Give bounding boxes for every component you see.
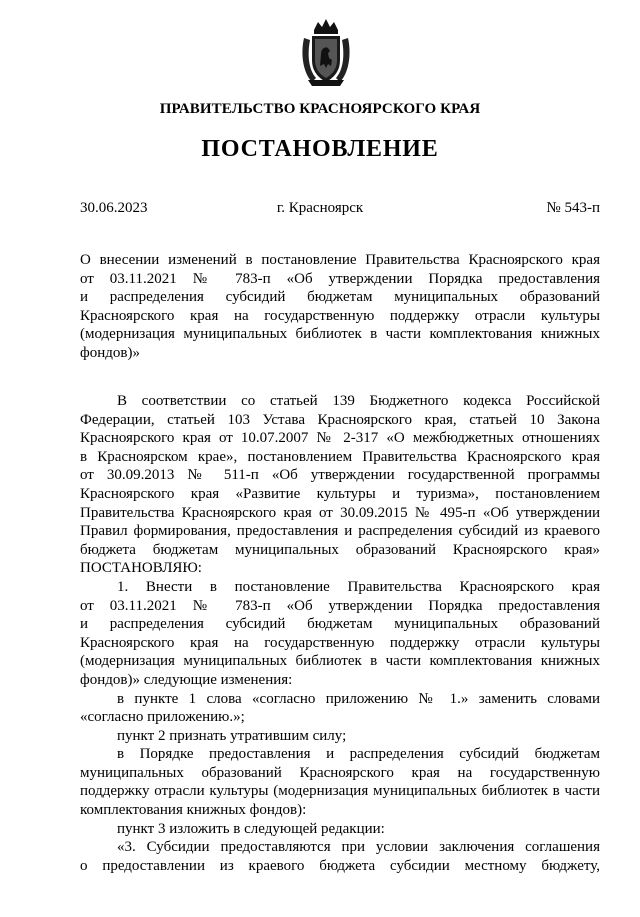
subject-line: и распределения субсидий бюджетам муниципальных образований [80, 289, 600, 306]
body-line: (модернизация муниципальных библиотек в части комплектования книжных [80, 653, 600, 670]
subject-line: О внесении изменений в постановление Правительства Красноярского края [80, 252, 600, 268]
body-line: ПОСТАНОВЛЯЮ: [80, 560, 202, 577]
body-line: «согласно приложению.»; [80, 709, 245, 726]
body-line: 1. Внести в постановление Правительства Красноярского края [117, 578, 600, 595]
document-subject [80, 251, 600, 363]
body-line: муниципальных образований Красноярского края на государственную [80, 764, 600, 781]
body-line: фондов)» следующие изменения: [80, 671, 293, 688]
body-line: комплектования книжных фондов): [80, 802, 307, 819]
body-line: пункт 2 признать утратившим силу; [117, 727, 347, 744]
body-line: В соответствии со статьей 139 Бюджетного кодекса Российской [117, 393, 600, 409]
document-city: г. Красноярск [276, 200, 364, 216]
subject-line: от 03.11.2021 № 783-п «Об утверждении Порядка предоставления [80, 270, 600, 287]
body-line: «3. Субсидии предоставляются при условии заключения соглашения [117, 839, 600, 856]
body-line: в пункте 1 слова «согласно приложению № 1.» заменить словами [117, 690, 600, 707]
document-date: 30.06.2023 [80, 200, 148, 216]
body-line: поддержку отрасли культуры (модернизация муниципальных библиотек в части [80, 783, 600, 800]
body-line: бюджета бюджетам муниципальных образований Красноярского края» [80, 541, 600, 558]
body-line: Красноярского края «Развитие культуры и туризма», постановлением [80, 485, 600, 502]
body-line: Красноярского края от 10.07.2007 № 2-317 «О межбюджетных отношениях [80, 430, 600, 447]
subject-line: (модернизация муниципальных библиотек в части комплектования книжных [80, 326, 600, 343]
body-line: Федерации, статьей 103 Устава Красноярского края, статьей 10 Закона [80, 411, 600, 428]
body-line: Красноярского края на государственную поддержку отрасли культуры [80, 634, 600, 651]
body-line: Правил формирования, предоставления и распределения субсидий из краевого [80, 523, 600, 540]
body-line: о предоставлении из краевого бюджета субсидии местному бюджету, [80, 857, 600, 874]
document-type: ПОСТАНОВЛЕНИЕ [201, 136, 439, 162]
body-line: и распределения субсидий бюджетам муниципальных образований [80, 616, 600, 633]
organization-title: ПРАВИТЕЛЬСТВО КРАСНОЯРСКОГО КРАЯ [159, 101, 481, 117]
body-line: в Красноярском крае», постановлением Правительства Красноярского края [80, 448, 600, 465]
body-line: в Порядке предоставления и распределения субсидий бюджетам [117, 746, 600, 763]
document-body [80, 392, 600, 875]
body-line: от 03.11.2021 № 783-п «Об утверждении Порядка предоставления [80, 597, 600, 614]
document-number: № 543-п [546, 200, 600, 216]
subject-line: Красноярского края на государственную поддержку отрасли культуры [80, 307, 600, 324]
body-line: Правительства Красноярского края от 30.09.2015 № 495-п «Об утверждении [80, 504, 600, 521]
coat-of-arms-icon [300, 16, 352, 88]
body-line: от 30.09.2013 № 511-п «Об утверждении государственной программы [80, 467, 600, 484]
body-line: пункт 3 изложить в следующей редакции: [117, 820, 385, 837]
subject-line: фондов)» [80, 344, 140, 361]
